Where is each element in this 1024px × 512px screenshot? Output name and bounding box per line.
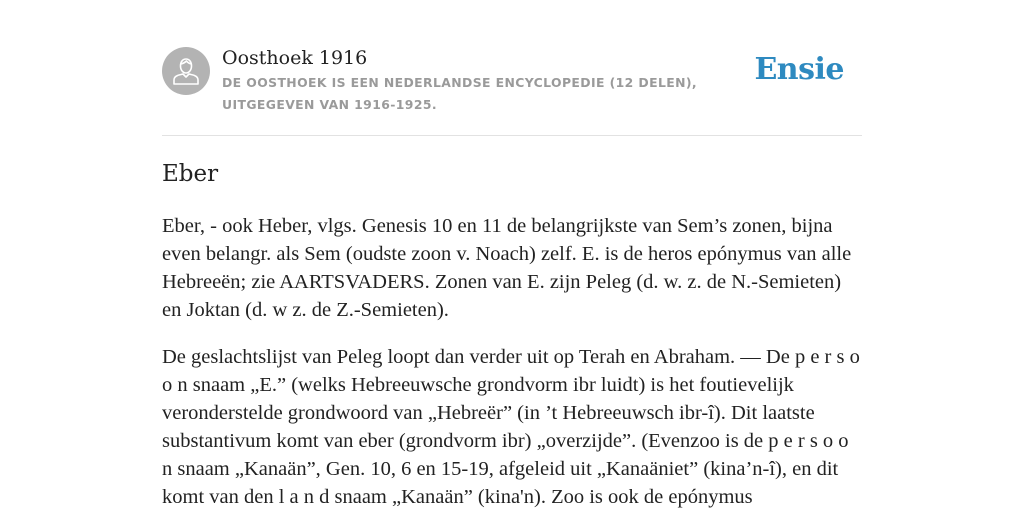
ensie-logo[interactable]: Ensie: [754, 52, 844, 87]
entry-paragraph-2: De geslachtslijst van Peleg loopt dan verder uit op Terah en Abraham. — De p e r s o o n snaam „E.” (welks Hebreeuwsche grondvorm ibr luidt) is het foutievelijk veronderstelde grondwoord van „Hebreër” (in ’t Hebreeuwsch ibr-î). Dit laatste substantivum komt van eber (grondvorm ibr) „overzijde”. (Evenzoo is de p e r s o o n snaam „Kanaän”, Gen. 10, 6 en 15-19, afgeleid uit „Kanaäniet” (kina’n-î), en dit komt van den l a n d snaam „Kanaän” (kina'n). Zoo is ook de epónymus: [162, 346, 860, 508]
entry-paragraph-1: Eber, - ook Heber, vlgs. Genesis 10 en 11 de belangrijkste van Sem’s zonen, bijna even belangr. als Sem (oudste zoon v. Noach) zelf. E. is de heros epónymus van alle Hebreeën; zie AARTSVADERS. Zonen van E. zijn Peleg (d. w. z. de N.-Semieten) en Joktan (d. w z. de Z.-Semieten).: [162, 215, 852, 321]
avatar[interactable]: [162, 47, 210, 95]
header-divider: [162, 135, 862, 136]
user-icon: [162, 47, 210, 95]
source-description: DE OOSTHOEK IS EEN NEDERLANDSE ENCYCLOPEDIE (12 DELEN), UITGEGEVEN VAN 1916-1925.: [222, 75, 698, 112]
entry-title: Eber: [162, 161, 219, 187]
source-header: [162, 44, 862, 136]
source-title[interactable]: Oosthoek 1916: [222, 47, 368, 69]
